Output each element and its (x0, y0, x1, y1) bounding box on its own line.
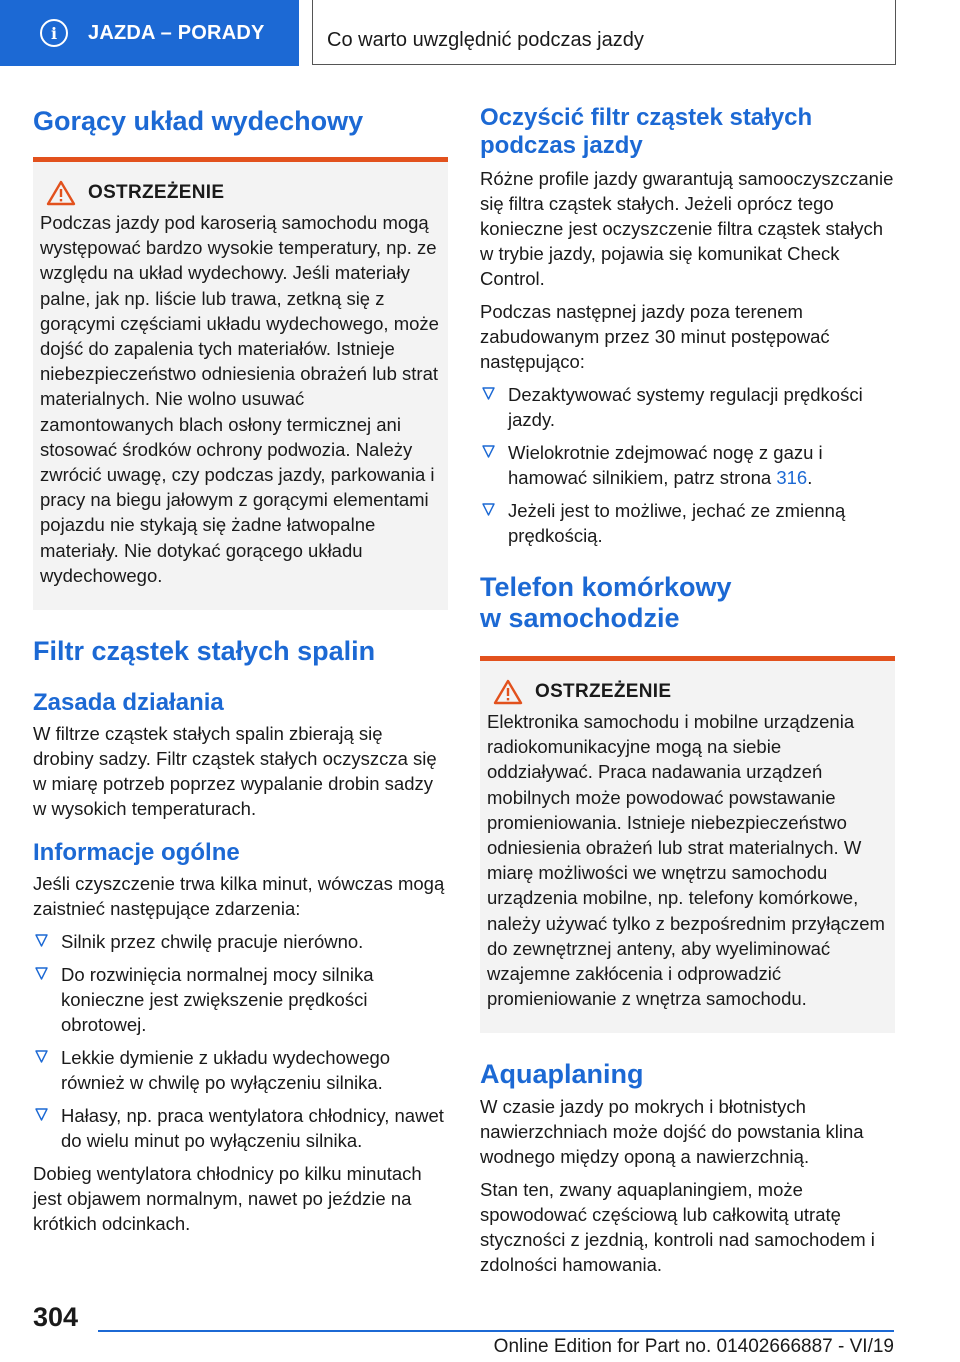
warning-triangle-icon (493, 679, 523, 705)
general-intro: Jeśli czyszczenie trwa kilka minut, wówczas mogą zaistnieć następujące zdarzenia: (33, 873, 445, 920)
page-number: 304 (33, 1302, 79, 1332)
warning-title: OSTRZEŻENIE (88, 182, 225, 203)
list-item (33, 962, 448, 1037)
list-item (33, 1045, 448, 1095)
bullet-triangle-icon (35, 967, 48, 980)
aquaplaning-paragraph-1: W czasie jazdy po mokrych i błotnistych nawierzchniach może dojść do powstania klina wodnego między oponą a nawierzchnią. (480, 1096, 864, 1168)
bullet-triangle-icon (482, 503, 495, 516)
clean-list (480, 382, 895, 548)
topic-label: Co warto uwzględnić podczas jazdy (327, 29, 644, 51)
section-tab[interactable] (0, 0, 299, 66)
phone-heading: Telefon komórkowy w samochodzie (480, 572, 732, 633)
warning-box-exhaust (33, 157, 448, 610)
bullet-triangle-icon (482, 387, 495, 400)
filter-heading: Filtr cząstek stałych spalin (33, 636, 376, 667)
list-item (480, 382, 895, 432)
list-item-text: Do rozwinięcia normalnej mocy silnika konieczne jest zwiększenie prędkości obrotowej. (61, 964, 374, 1036)
list-item-text: Silnik przez chwilę pracuje nierówno. (61, 931, 364, 953)
exhaust-heading: Gorący układ wydechowy (33, 106, 364, 136)
warning-title: OSTRZEŻENIE (535, 681, 672, 702)
list-item (480, 498, 895, 548)
list-item-text-end: . (807, 467, 813, 488)
clean-paragraph-2: Podczas następnej jazdy poza terenem zabudowanym przez 30 minut postępować następująco: (480, 301, 830, 372)
info-icon: i (40, 19, 68, 47)
warning-text: Elektronika samochodu i mobilne urządzenia radiokomunikacyjne mogą na siebie oddziaływać. Praca nadawania urządzeń mobilnych może powodować powstawanie promieniowania. Istnieje niebezpieczeństwo odniesienia obrażeń lub strat materialnych. W miarę możliwości we wnętrzu samochodu urządzenia mobilne, np. telefony komórkowe, należy używać tylko z bezpośrednim przyłączem do zewnętrznej anteny, aby wyeliminować wzajemne zakłócenia i odprowadzić promieniowanie z wnętrza samochodu. (487, 711, 885, 1010)
footer-divider (98, 1330, 894, 1332)
left-column (33, 100, 448, 1236)
warning-box-phone (480, 656, 895, 1033)
section-label: JAZDA – PORADY (88, 21, 265, 44)
edition-note: Online Edition for Part no. 01402666887 - VI/19 (493, 1336, 894, 1357)
aquaplaning-paragraph-2: Stan ten, zwany aquaplaningiem, może spowodować częściową lub całkowitą utratę styczności z jezdnią, kontroli nad samochodem i zdolności hamowania. (480, 1179, 875, 1276)
topic-tab (312, 0, 896, 65)
list-item-text: Lekkie dymienie z układu wydechowego również w chwilę po wyłączeniu silnika. (61, 1047, 391, 1094)
warning-triangle-icon (46, 180, 76, 206)
list-item (33, 929, 448, 954)
bullet-triangle-icon (35, 934, 48, 947)
general-list (33, 929, 448, 1153)
warning-text: Podczas jazdy pod karoserią samochodu mogą występować bardzo wysokie temperatury, np. ze względu na układ wydechowy. Jeśli materiały palne, jak np. liście lub trawa, zetkną się z gorącymi częściami układu wydechowego, może dojść do zapalenia tych materiałów. Istnieje niebezpieczeństwo odniesienia obrażeń lub strat materialnych. Nie wolno usuwać zamontowanych blach osłony termicznej ani stosować środków ochrony podwozia. Należy zwrócić uwagę, czy podczas jazdy, parkowania i pracy na biegu jałowym z gorącymi elementami pojazdu nie stykają się żadne łatwopalne materiały. Nie dotykać gorącego układu wydechowego. (40, 212, 439, 586)
principle-text: W filtrze cząstek stałych spalin zbierają się drobiny sadzy. Filtr cząstek stałych oczyszcza się w miarę potrzeb poprzez wypalanie drobin sadzy w wysokich temperaturach. (33, 723, 437, 820)
bullet-triangle-icon (35, 1108, 48, 1121)
page-link-316[interactable]: 316 (776, 467, 808, 488)
bullet-triangle-icon (35, 1050, 48, 1063)
principle-heading: Zasada działania (33, 689, 224, 717)
clean-heading: Oczyścić filtr cząstek stałych podczas jazdy (480, 104, 813, 159)
list-item-text: Wielokrotnie zdejmować nogę z gazu i hamować silnikiem, patrz strona (508, 442, 823, 488)
list-item (33, 1103, 448, 1153)
clean-paragraph-1: Różne profile jazdy gwarantują samooczyszczanie się filtra cząstek stałych. Jeżeli oprócz tego konieczne jest oczyszczenie filtra cząstek stałych w trybie jazdy, pojawia się komunikat Check Control. (480, 168, 894, 289)
aquaplaning-heading: Aquaplaning (480, 1059, 644, 1090)
list-item-text: Hałasy, np. praca wentylatora chłodnicy, nawet do wielu minut po wyłączeniu silnika. (61, 1105, 444, 1152)
list-item-text: Jeżeli jest to możliwe, jechać ze zmienną prędkością. (508, 500, 846, 546)
list-item (480, 440, 895, 490)
general-outro: Dobieg wentylatora chłodnicy po kilku minutach jest objawem normalnym, nawet po jeździe na krótkich odcinkach. (33, 1163, 422, 1235)
general-heading: Informacje ogólne (33, 839, 240, 867)
list-item-text: Dezaktywować systemy regulacji prędkości jazdy. (508, 384, 863, 430)
right-column (480, 100, 895, 1277)
bullet-triangle-icon (482, 445, 495, 458)
